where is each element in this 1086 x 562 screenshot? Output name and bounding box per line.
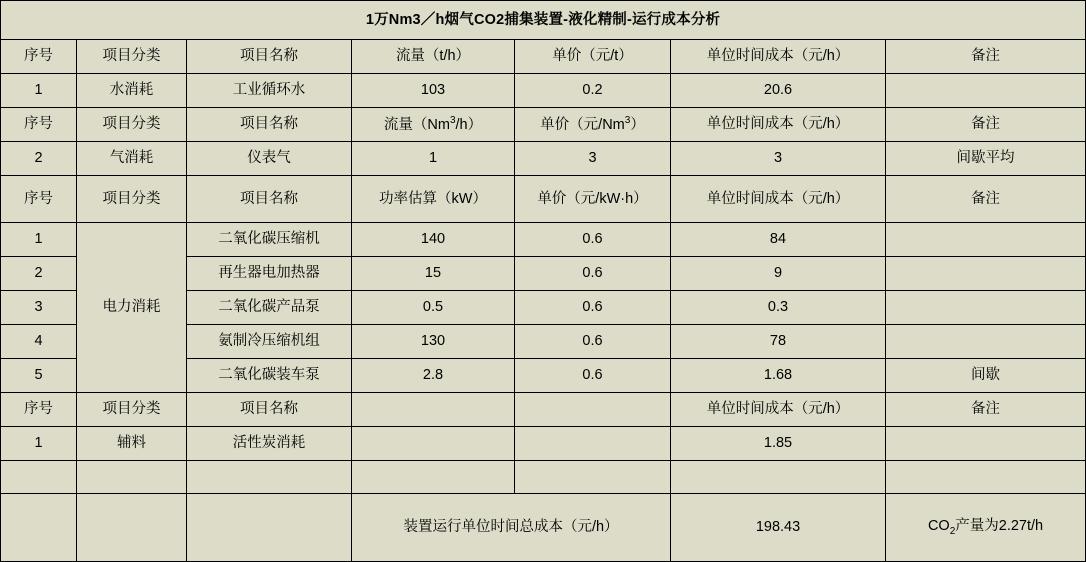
col-header-empty-price	[515, 393, 671, 427]
cell-price: 0.6	[515, 359, 671, 393]
cell-remark: 间歇平均	[886, 142, 1086, 176]
col-header-unit-cost: 单位时间成本（元/h）	[671, 108, 886, 142]
col-header-flow	[352, 108, 515, 142]
col-header-name: 项目名称	[187, 176, 352, 223]
cell-remark	[886, 257, 1086, 291]
cell-unit-cost: 78	[671, 325, 886, 359]
col-header-remark: 备注	[886, 393, 1086, 427]
cell-unit-cost: 20.6	[671, 74, 886, 108]
col-header-empty-flow	[352, 393, 515, 427]
col-header-name: 项目名称	[187, 393, 352, 427]
cell-name: 工业循环水	[187, 74, 352, 108]
cell-name: 再生器电加热器	[187, 257, 352, 291]
cell-no: 2	[1, 257, 77, 291]
col-header-no: 序号	[1, 108, 77, 142]
cell-no: 1	[1, 427, 77, 461]
cell-flow: 1	[352, 142, 515, 176]
col-header-name: 项目名称	[187, 40, 352, 74]
col-header-category: 项目分类	[77, 108, 187, 142]
cell-category: 电力消耗	[77, 223, 187, 393]
remark-prefix: CO	[927, 517, 950, 534]
cell-blank	[1, 461, 77, 494]
cell-power: 140	[352, 223, 515, 257]
cell-blank	[77, 461, 187, 494]
flow-label-suffix: /h）	[455, 116, 483, 133]
cell-name: 氨制冷压缩机组	[187, 325, 352, 359]
col-header-power: 功率估算（kW）	[352, 176, 515, 223]
remark-subscript: 2	[949, 525, 956, 537]
cell-price: 0.2	[515, 74, 671, 108]
cell-blank	[515, 461, 671, 494]
page-title: 1万Nm3／h烟气CO2捕集装置-液化精制-运行成本分析	[1, 1, 1086, 40]
cell-price: 3	[515, 142, 671, 176]
total-row	[1, 494, 1086, 562]
cell-remark	[886, 427, 1086, 461]
cell-blank	[187, 461, 352, 494]
cell-no: 2	[1, 142, 77, 176]
price-label-exponent: 3	[624, 115, 631, 127]
flow-label-exponent: 3	[449, 115, 456, 127]
cell-remark: 间歇	[886, 359, 1086, 393]
table-row	[1, 142, 1086, 176]
cell-category: 水消耗	[77, 74, 187, 108]
cell-flow: 103	[352, 74, 515, 108]
table-row	[1, 223, 1086, 257]
col-header-price: 单价（元/kW·h）	[515, 176, 671, 223]
cell-blank	[886, 461, 1086, 494]
price-label-prefix: 单价（元/Nm	[540, 116, 625, 133]
cell-category: 辅料	[77, 427, 187, 461]
aux-header-row	[1, 393, 1086, 427]
col-header-remark: 备注	[886, 176, 1086, 223]
cell-price: 0.6	[515, 291, 671, 325]
cell-blank	[77, 494, 187, 562]
col-header-price: 单价（元/t）	[515, 40, 671, 74]
total-cost-value: 198.43	[671, 494, 886, 562]
col-header-name: 项目名称	[187, 108, 352, 142]
col-header-remark: 备注	[886, 40, 1086, 74]
cell-power: 2.8	[352, 359, 515, 393]
cell-power: 0.5	[352, 291, 515, 325]
gas-header-row	[1, 108, 1086, 142]
cell-price: 0.6	[515, 257, 671, 291]
table-title-row	[1, 1, 1086, 40]
cell-name: 二氧化碳装车泵	[187, 359, 352, 393]
flow-label-prefix: 流量（Nm	[383, 116, 450, 133]
col-header-unit-cost: 单位时间成本（元/h）	[671, 40, 886, 74]
water-header-row	[1, 40, 1086, 74]
col-header-unit-cost: 单位时间成本（元/h）	[671, 393, 886, 427]
cell-power: 130	[352, 325, 515, 359]
cell-blank	[187, 494, 352, 562]
col-header-no: 序号	[1, 176, 77, 223]
price-label-suffix: ）	[630, 116, 645, 133]
col-header-flow: 流量（t/h）	[352, 40, 515, 74]
cell-name: 活性炭消耗	[187, 427, 352, 461]
col-header-category: 项目分类	[77, 40, 187, 74]
cell-unit-cost: 9	[671, 257, 886, 291]
blank-row	[1, 461, 1086, 494]
cell-unit-cost: 84	[671, 223, 886, 257]
cell-remark	[886, 291, 1086, 325]
remark-suffix: 产量为2.27t/h	[955, 517, 1044, 534]
table-row	[1, 427, 1086, 461]
cell-flow	[352, 427, 515, 461]
cell-unit-cost: 0.3	[671, 291, 886, 325]
cell-price: 0.6	[515, 223, 671, 257]
cell-no: 3	[1, 291, 77, 325]
cell-unit-cost: 3	[671, 142, 886, 176]
cell-name: 二氧化碳压缩机	[187, 223, 352, 257]
cell-blank	[352, 461, 515, 494]
cell-no: 5	[1, 359, 77, 393]
cell-remark	[886, 74, 1086, 108]
col-header-price	[515, 108, 671, 142]
col-header-no: 序号	[1, 393, 77, 427]
cell-no: 1	[1, 74, 77, 108]
cell-price: 0.6	[515, 325, 671, 359]
total-cost-label: 装置运行单位时间总成本（元/h）	[352, 494, 671, 562]
cell-category: 气消耗	[77, 142, 187, 176]
cell-power: 15	[352, 257, 515, 291]
cell-remark	[886, 223, 1086, 257]
cell-remark	[886, 325, 1086, 359]
cell-blank	[671, 461, 886, 494]
power-header-row	[1, 176, 1086, 223]
cell-price	[515, 427, 671, 461]
col-header-category: 项目分类	[77, 176, 187, 223]
cell-blank	[1, 494, 77, 562]
total-remark	[886, 494, 1086, 562]
col-header-unit-cost: 单位时间成本（元/h）	[671, 176, 886, 223]
cell-unit-cost: 1.85	[671, 427, 886, 461]
col-header-remark: 备注	[886, 108, 1086, 142]
cell-no: 1	[1, 223, 77, 257]
cell-unit-cost: 1.68	[671, 359, 886, 393]
table-row	[1, 74, 1086, 108]
col-header-no: 序号	[1, 40, 77, 74]
col-header-category: 项目分类	[77, 393, 187, 427]
cell-no: 4	[1, 325, 77, 359]
cell-name: 二氧化碳产品泵	[187, 291, 352, 325]
cell-name: 仪表气	[187, 142, 352, 176]
